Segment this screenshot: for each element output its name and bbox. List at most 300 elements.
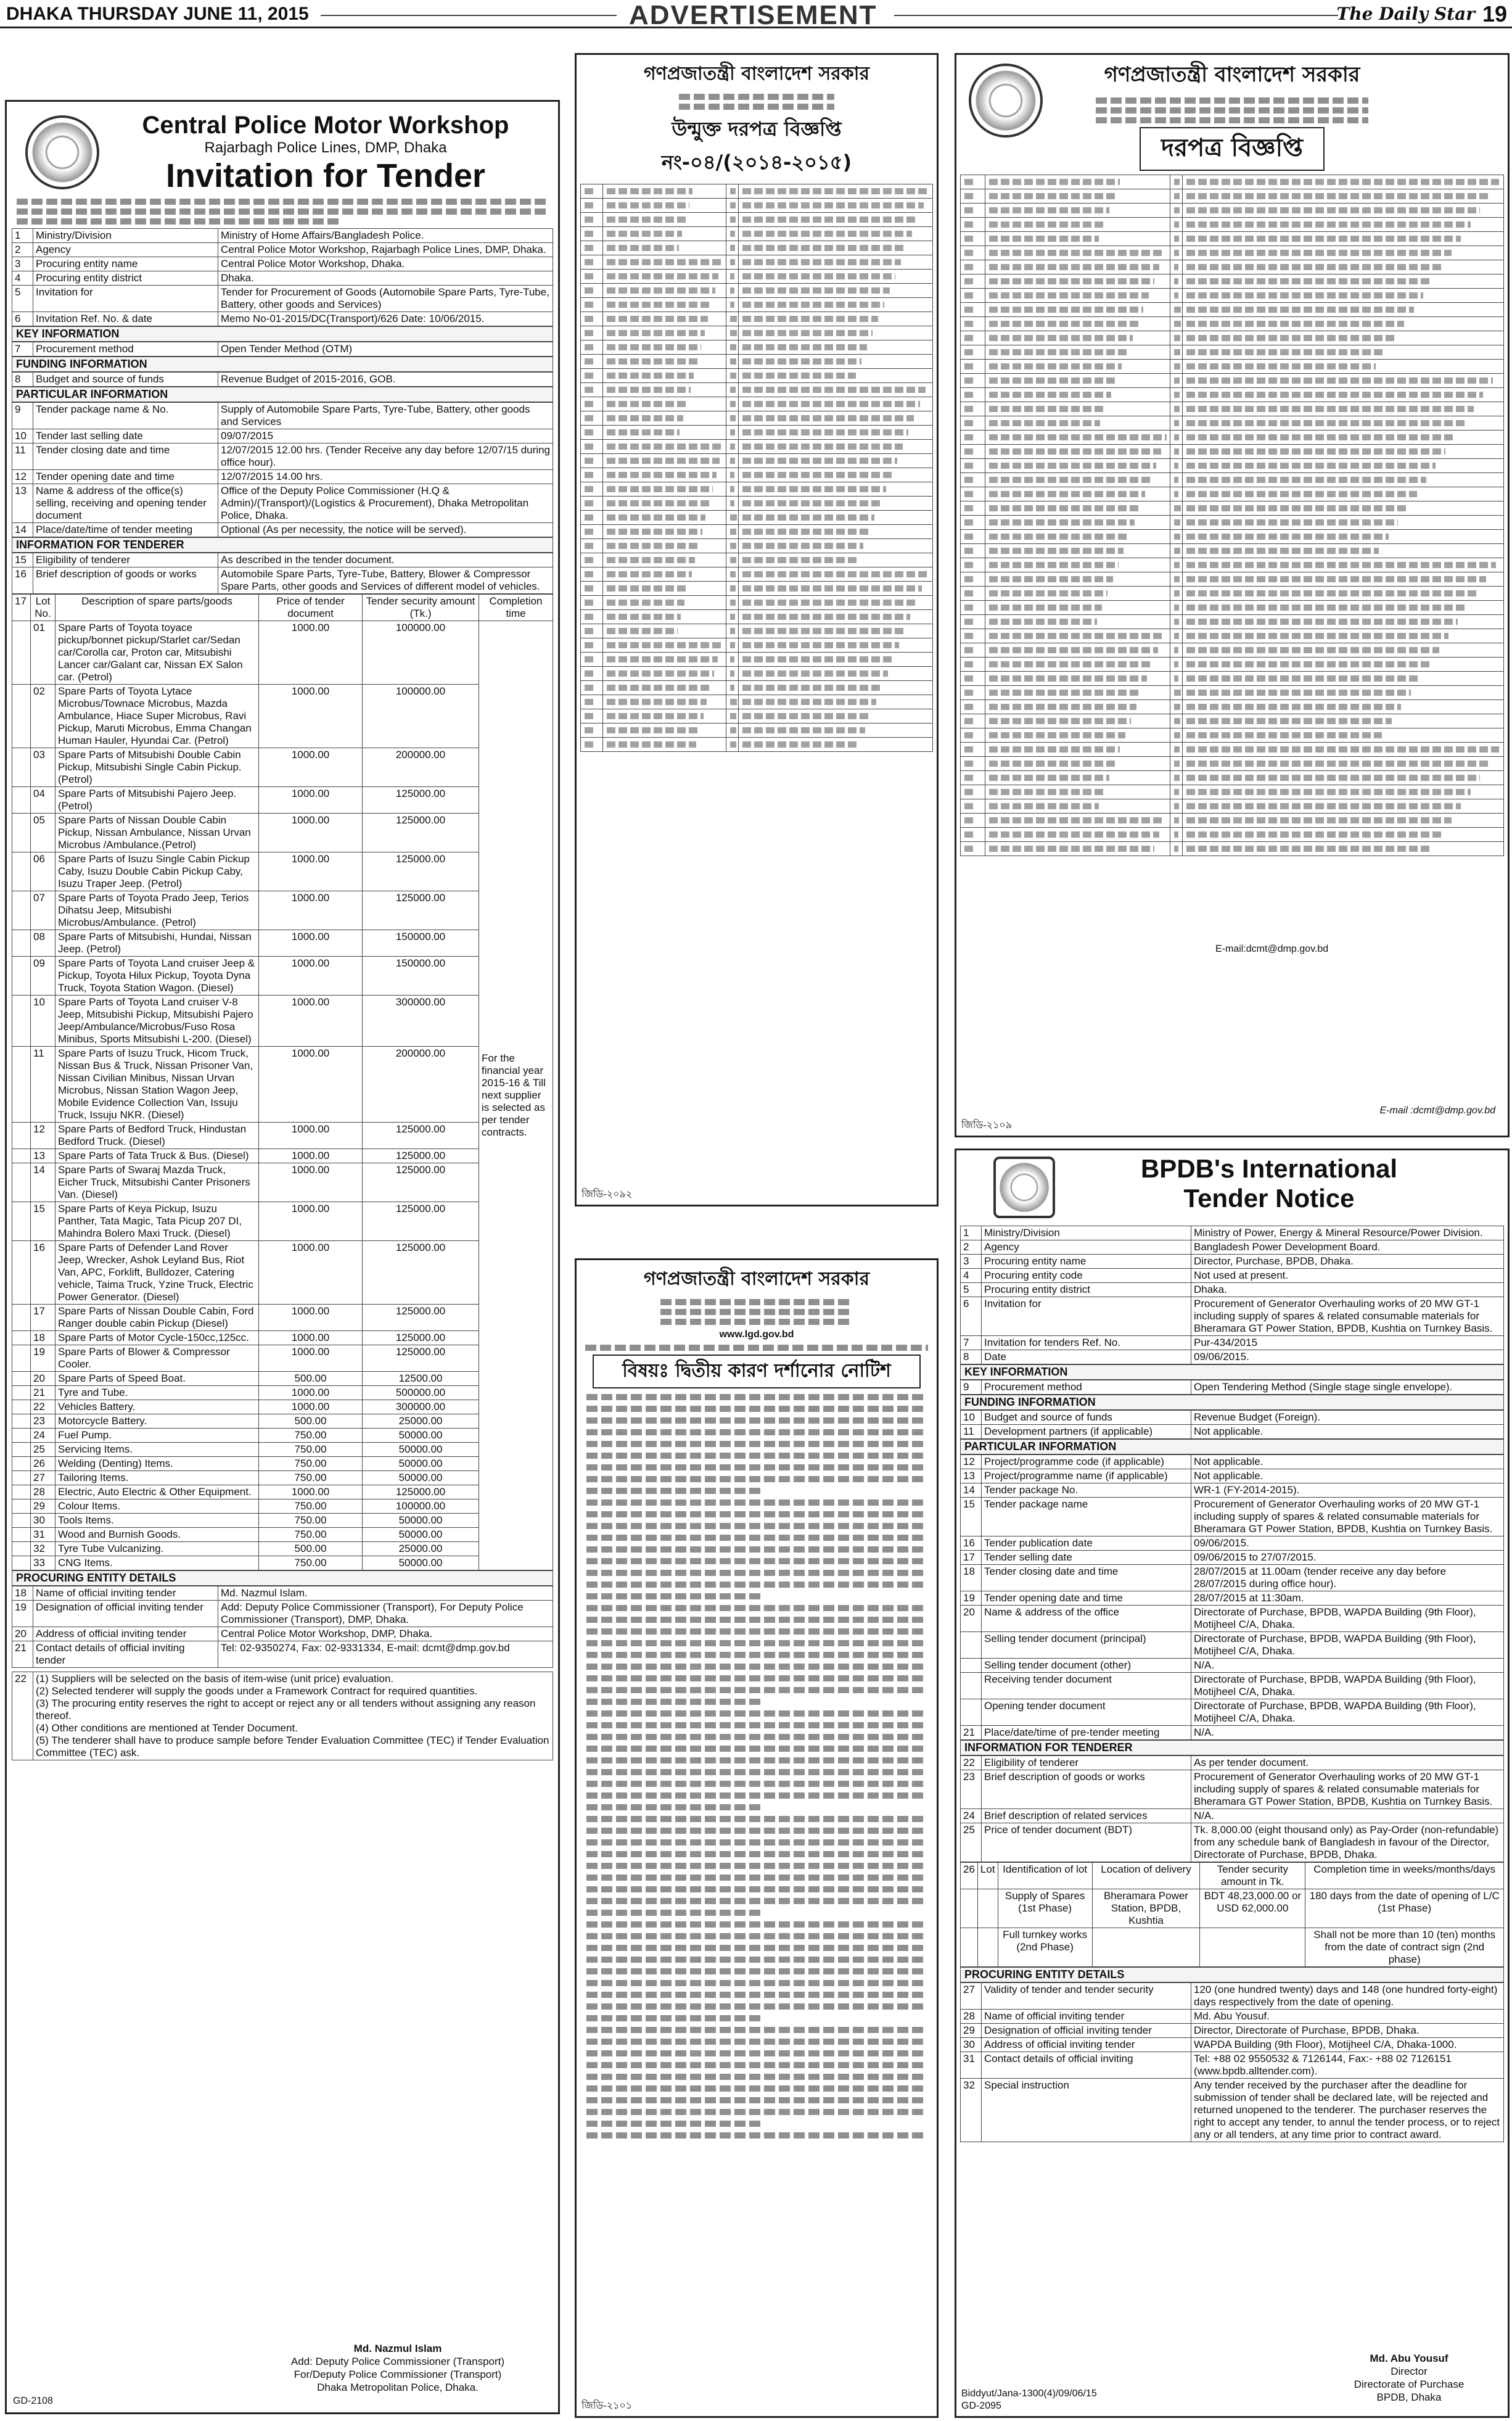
bangla-text-bar — [730, 713, 736, 719]
bangla-text-bar — [742, 373, 856, 379]
lot-cell: Wood and Burnish Goods. — [55, 1528, 259, 1542]
lot-cell: CNG Items. — [55, 1556, 259, 1570]
bangla-text-bar — [1186, 590, 1477, 596]
table-row — [581, 539, 933, 553]
lot-cell: 50000.00 — [363, 1528, 479, 1542]
table-cell: Procurement method — [982, 1380, 1191, 1395]
table-row — [961, 1498, 1504, 1536]
table-row — [581, 213, 933, 227]
header-rule-right — [894, 15, 1338, 16]
table-row — [581, 397, 933, 411]
bangla-text-bar — [964, 236, 976, 242]
lot-cell: 100000.00 — [363, 685, 479, 748]
cpmw-table — [12, 228, 553, 1668]
bangla-text-bar — [1174, 448, 1179, 455]
bpdb-code-1: Biddyut/Jana-1300(4)/09/06/15 — [961, 2388, 1097, 2399]
lot-cell: 100000.00 — [363, 621, 479, 685]
bangla-text-bar — [1186, 179, 1499, 185]
lot-cell: 25000.00 — [363, 1414, 479, 1429]
table-cell — [985, 501, 1170, 516]
table-cell — [581, 284, 603, 298]
table-cell: Tender package No. — [982, 1483, 1191, 1498]
lot-cell: 12 — [31, 1123, 55, 1149]
table-cell — [1170, 771, 1183, 785]
bangla-text-bar — [742, 458, 897, 464]
table-cell — [1183, 260, 1504, 274]
bangla-text-bar — [585, 458, 594, 464]
table-cell: Procuring entity district — [982, 1283, 1191, 1297]
table-row — [581, 227, 933, 241]
bangla-text-bar — [586, 1781, 927, 1787]
bangla-text-bar — [730, 500, 734, 506]
lot-cell: 03 — [31, 748, 55, 787]
table-cell: Procuring entity name — [982, 1255, 1191, 1269]
table-cell — [581, 426, 603, 440]
table-cell — [985, 643, 1170, 658]
bangla-text-bar — [730, 600, 736, 606]
bangla-text-bar — [586, 1394, 927, 1400]
table-row — [961, 658, 1504, 672]
table-cell: Not applicable. — [1191, 1455, 1504, 1469]
bangla-text-bar — [607, 486, 713, 492]
table-cell — [961, 459, 985, 473]
table-cell: 23 — [961, 1770, 982, 1809]
table-cell — [603, 638, 726, 653]
table-cell — [1183, 402, 1504, 416]
table-cell — [726, 355, 739, 369]
lot-cell: Spare Parts of Mitsubishi Double Cabin Pickup, Mitsubishi Single Cabin Pickup.(Petrol) — [55, 748, 259, 787]
section-heading: KEY INFORMATION — [960, 1364, 1504, 1380]
bangla-text-bar — [1186, 221, 1471, 228]
table-cell — [726, 440, 739, 454]
table-cell: 09/06/2015 to 27/07/2015. — [1191, 1551, 1504, 1565]
table-cell — [12, 1556, 31, 1570]
lot-cell: 125000.00 — [363, 1123, 479, 1149]
table-cell — [985, 189, 1170, 204]
table-row — [961, 2079, 1504, 2142]
bangla-text-bar — [742, 699, 876, 705]
table-cell: 16 — [12, 567, 33, 594]
table-cell — [961, 473, 985, 487]
table-cell: 9 — [961, 1380, 982, 1395]
table-cell: Open Tender Method (OTM) — [218, 342, 553, 357]
lot-cell: 25000.00 — [363, 1542, 479, 1556]
bangla-text-bar — [1174, 633, 1179, 639]
table-cell — [12, 1241, 31, 1305]
table-row — [961, 814, 1504, 828]
table-cell — [961, 232, 985, 246]
bpdb-code-2: GD-2095 — [961, 2401, 1001, 2411]
table-cell: Price of tender document (BDT) — [982, 1823, 1191, 1862]
bangla-text-bar — [607, 217, 686, 223]
bangla-text-bar — [1174, 321, 1181, 327]
bangla-text-bar — [989, 349, 1127, 355]
table-cell — [603, 227, 726, 241]
bangla-text-bar — [964, 817, 976, 823]
table-cell — [985, 374, 1170, 388]
table-cell — [726, 312, 739, 326]
police-seal-icon — [969, 64, 1043, 138]
table-cell — [1170, 303, 1183, 317]
bangla-text-bar — [585, 628, 594, 634]
bangla-text-bar — [730, 202, 736, 208]
table-cell — [739, 241, 933, 255]
table-cell — [12, 1499, 31, 1514]
bangla-text-bar — [1174, 831, 1178, 838]
bpdb-title-2: Tender Notice — [1183, 1184, 1355, 1213]
table-cell — [1183, 799, 1504, 814]
table-cell — [726, 539, 739, 553]
table-cell: 6 — [961, 1297, 982, 1336]
table-cell: Tel: +88 02 9550532 & 7126144, Fax:- +88 02 7126151 (www.bpdb.alltender.com). — [1191, 2052, 1504, 2079]
table-cell — [985, 672, 1170, 686]
lot-cell: 1000.00 — [259, 787, 363, 814]
lot-cell: 28 — [31, 1485, 55, 1499]
table-cell — [985, 558, 1170, 572]
lot-row — [12, 1457, 553, 1471]
table-row — [961, 260, 1504, 274]
bangla-text-bar — [1174, 817, 1179, 823]
table-cell — [961, 402, 985, 416]
bangla-text-bar — [585, 302, 594, 308]
table-row — [961, 331, 1504, 345]
table-cell — [603, 298, 726, 312]
bangla-text-bar — [585, 500, 594, 506]
table-cell — [603, 553, 726, 567]
table-cell — [726, 724, 739, 738]
bangla-text-bar — [989, 207, 1109, 213]
bangla-text-bar — [964, 604, 976, 611]
table-cell: Tender closing date and time — [33, 443, 218, 470]
bangla-text-bar — [989, 179, 1120, 185]
bangla-text-bar — [1174, 335, 1180, 341]
lot-cell: 125000.00 — [363, 1149, 479, 1163]
lot-header-cell: Completion time — [479, 595, 553, 621]
bangla-text-bar — [742, 713, 871, 719]
lot-cell: 500.00 — [259, 1414, 363, 1429]
table-row — [961, 629, 1504, 643]
bangla-text-bar — [586, 2121, 763, 2127]
bangla-text-bar — [742, 557, 858, 563]
table-cell: Eligibility of tenderer — [33, 553, 218, 567]
table-row — [961, 672, 1504, 686]
bangla-text-bar — [607, 670, 714, 677]
table-cell: As per tender document. — [1191, 1756, 1504, 1770]
table-cell — [726, 340, 739, 355]
table-cell — [726, 298, 739, 312]
table-cell — [726, 567, 739, 582]
bangla-text-bar — [586, 1687, 927, 1693]
lot-cell: Tyre Tube Vulcanizing. — [55, 1542, 259, 1556]
cpmw-address: Rajarbagh Police Lines, DMP, Dhaka — [204, 139, 447, 156]
table-row — [961, 714, 1504, 728]
bangla-text-bar — [586, 2050, 927, 2056]
bangla-text-bar — [1186, 193, 1490, 199]
table-row — [12, 286, 553, 312]
table-row — [961, 431, 1504, 445]
bangla-text-bar — [742, 387, 926, 393]
table-cell: Revenue Budget of 2015-2016, GOB. — [218, 373, 553, 387]
table-cell — [961, 303, 985, 317]
table-cell — [739, 369, 933, 383]
section-heading: FUNDING INFORMATION — [12, 357, 553, 372]
lot-cell: 125000.00 — [363, 814, 479, 852]
info-table — [960, 1226, 1504, 1364]
table-row — [961, 1809, 1504, 1823]
table-cell — [1170, 828, 1183, 842]
bangla-text-bar — [607, 259, 722, 265]
lot-cell: 750.00 — [259, 1514, 363, 1528]
table-row — [581, 497, 933, 511]
bangla-text-bar — [742, 741, 860, 748]
table-cell — [581, 638, 603, 653]
table-cell — [961, 1632, 982, 1659]
table-cell — [581, 724, 603, 738]
table-cell — [961, 374, 985, 388]
table-cell: Budget and source of funds — [982, 1411, 1191, 1425]
table-cell — [726, 397, 739, 411]
table-cell: Contact details of official inviting — [982, 2052, 1191, 2079]
table-cell: 18 — [12, 1586, 33, 1601]
table-cell — [961, 218, 985, 232]
bangla-text-bar — [1174, 392, 1180, 398]
bangla-text-bar — [585, 245, 594, 251]
bangla-text-bar — [989, 463, 1156, 469]
info-table — [12, 1586, 553, 1668]
bpdb-tender-ad — [955, 1149, 1510, 2418]
bangla-text-bar — [1174, 562, 1180, 568]
lot-cell — [1200, 1928, 1305, 1967]
bangla-text-bar — [586, 1792, 927, 1799]
table-cell: 7 — [12, 342, 33, 357]
table-cell — [12, 1123, 31, 1149]
table-cell — [1183, 303, 1504, 317]
lot-row — [12, 1443, 553, 1457]
bangla-text-bar — [585, 287, 594, 294]
bangla-text-bar — [585, 529, 594, 535]
lot-cell: 1000.00 — [259, 1149, 363, 1163]
bangla-text-bar — [1186, 335, 1395, 341]
table-cell: 21 — [12, 1641, 33, 1668]
bangla-text-bar — [964, 307, 976, 313]
table-row — [961, 303, 1504, 317]
bangla-text-bar — [586, 1921, 927, 1928]
table-cell — [961, 743, 985, 757]
lot-cell: 10 — [31, 996, 55, 1047]
bangla-text-bar — [1186, 377, 1493, 384]
lot-cell: 50000.00 — [363, 1457, 479, 1471]
table-row — [581, 355, 933, 369]
table-cell — [581, 184, 603, 199]
bangla-text-bar — [586, 1652, 927, 1658]
table-cell — [1183, 431, 1504, 445]
bangla-text-bar — [742, 472, 892, 478]
table-row — [581, 681, 933, 695]
table-cell — [12, 1471, 31, 1485]
table-cell — [1170, 743, 1183, 757]
lot-cell: Spare Parts of Isuzu Single Cabin Pickup Caby, Isuzu Double Cabin Pickup Caby, Isuzu Traper Jeep. (Petrol) — [55, 852, 259, 891]
table-row — [581, 312, 933, 326]
table-cell — [1170, 672, 1183, 686]
table-cell — [1183, 714, 1504, 728]
bangla-text-bar — [1186, 278, 1432, 284]
bangla-text-bar — [607, 727, 700, 733]
bangla-text-bar — [989, 434, 1167, 440]
table-cell — [581, 482, 603, 497]
table-cell — [12, 996, 31, 1047]
table-row — [961, 1591, 1504, 1606]
cpmw-signature — [274, 2342, 521, 2394]
table-cell — [739, 738, 933, 752]
lot-cell: Fuel Pump. — [55, 1429, 259, 1443]
bangla-text-bar — [730, 387, 736, 393]
table-cell: Directorate of Purchase, BPDB, WAPDA Building (9th Floor), Motijheel C/A, Dhaka. — [1191, 1606, 1504, 1632]
lot-cell: 33 — [31, 1556, 55, 1570]
note-item: (5) The tenderer shall have to produce sample before Tender Evaluation Committee (TEC) if Tender Evaluation Committee (TEC) ask. — [36, 1734, 549, 1759]
table-cell — [739, 468, 933, 482]
table-cell — [726, 738, 739, 752]
table-cell — [1183, 530, 1504, 544]
bangla-text-bar — [730, 472, 734, 478]
bangla-text-bar — [586, 1499, 927, 1506]
table-row — [12, 342, 553, 357]
bangla-text-bar — [964, 675, 976, 682]
table-row — [12, 403, 553, 429]
lot-cell: Spare Parts of Swaraj Mazda Truck, Eicher Truck, Mitsubishi Canter Prisoners Van. (Diesel) — [55, 1163, 259, 1202]
table-row — [961, 615, 1504, 629]
table-cell — [961, 1673, 982, 1699]
table-row — [961, 700, 1504, 714]
lot-cell: Bheramara Power Station, BPDB, Kushtia — [1092, 1889, 1200, 1928]
info-table — [960, 1410, 1504, 1439]
bangla-text-bar — [1174, 619, 1179, 625]
table-cell — [739, 539, 933, 553]
table-cell — [985, 785, 1170, 799]
bangla-text-bar — [1174, 789, 1179, 795]
lgd-title: গণপ্রজাতন্ত্রী বাংলাদেশ সরকার — [644, 1268, 869, 1290]
table-cell — [581, 695, 603, 709]
bangla-text-bar — [1186, 463, 1436, 469]
bangla-text-bar — [607, 302, 712, 308]
table-row — [12, 553, 553, 567]
date-line: DHAKA THURSDAY JUNE 11, 2015 — [6, 4, 309, 24]
table-row — [581, 553, 933, 567]
table-cell — [12, 957, 31, 996]
table-cell — [1170, 700, 1183, 714]
table-row — [961, 1269, 1504, 1283]
bangla-text-bar — [730, 656, 734, 662]
bangla-text-bar — [964, 746, 976, 753]
table-cell — [961, 629, 985, 643]
bangla-text-bar — [742, 188, 929, 194]
table-cell — [1170, 643, 1183, 658]
bangla-text-bar — [585, 557, 594, 563]
table-cell — [726, 667, 739, 681]
signature-line: Md. Nazmul Islam — [353, 2343, 442, 2354]
table-cell — [985, 459, 1170, 473]
lot-cell: 1000.00 — [259, 891, 363, 930]
table-cell — [1183, 388, 1504, 402]
bangla-text-bar — [1174, 406, 1180, 412]
table-cell — [985, 572, 1170, 587]
table-cell — [1170, 615, 1183, 629]
table-cell — [1170, 544, 1183, 558]
lot-cell: 1000.00 — [259, 930, 363, 957]
bangla-text-bar — [586, 2109, 927, 2115]
table-cell — [961, 431, 985, 445]
bangla-text-bar — [586, 1769, 927, 1775]
table-cell — [985, 175, 1170, 189]
lot-row — [12, 1471, 553, 1485]
bangla-text-bar — [742, 415, 914, 421]
bangla-text-bar — [730, 259, 735, 265]
table-cell — [985, 218, 1170, 232]
table-cell — [581, 298, 603, 312]
bangla-text-bar — [607, 188, 692, 194]
lot-row — [12, 1202, 553, 1241]
bangla-text-bar — [586, 1722, 927, 1728]
table-row — [961, 1240, 1504, 1255]
bangla-text-bar — [742, 231, 912, 237]
bangla-text-bar — [1186, 604, 1468, 611]
bangla-text-bar — [742, 429, 908, 435]
bangla-text-bar — [730, 287, 734, 294]
table-cell: Validity of tender and tender security — [982, 1983, 1191, 2010]
bangla-text-bar — [1186, 321, 1404, 327]
table-cell — [961, 416, 985, 431]
bangla-text-bar — [607, 571, 692, 577]
table-cell — [739, 624, 933, 638]
table-cell — [739, 610, 933, 624]
table-cell — [1170, 530, 1183, 544]
table-cell — [739, 340, 933, 355]
table-cell: 22 — [12, 1672, 33, 1760]
table-cell: 20 — [12, 1627, 33, 1641]
table-cell: 13 — [961, 1469, 982, 1483]
table-cell — [12, 1514, 31, 1528]
lot-row — [12, 1386, 553, 1400]
table-cell: Tel: 02-9350274, Fax: 02-9331334, E-mail: dcmt@dmp.gov.bd — [218, 1641, 553, 1668]
table-cell — [1183, 572, 1504, 587]
table-row — [581, 738, 933, 752]
table-row — [961, 289, 1504, 303]
bangla-text-bar — [1174, 179, 1180, 185]
table-row — [961, 1983, 1504, 2010]
table-cell: 11 — [12, 443, 33, 470]
table-cell: 24 — [961, 1809, 982, 1823]
bangla-text-bar — [1174, 534, 1180, 540]
table-cell — [985, 658, 1170, 672]
table-cell — [1170, 728, 1183, 743]
bangla-text-bar — [730, 358, 736, 365]
lot-cell: 1000.00 — [259, 1163, 363, 1202]
table-cell — [985, 814, 1170, 828]
table-cell — [1183, 274, 1504, 289]
table-cell: Invitation Ref. No. & date — [33, 312, 218, 326]
table-cell — [985, 728, 1170, 743]
table-cell — [1170, 473, 1183, 487]
bangla-text-bar — [585, 585, 594, 592]
bangla-text-bar — [585, 727, 594, 733]
bangla-text-bar — [742, 401, 920, 407]
table-cell: Directorate of Purchase, BPDB, WAPDA Building (9th Floor), Motijheel C/A, Dhaka. — [1191, 1673, 1504, 1699]
bangla-text-bar — [607, 458, 720, 464]
table-cell — [603, 497, 726, 511]
table-cell — [961, 601, 985, 615]
bangla-text-bar — [607, 642, 721, 648]
table-cell — [726, 255, 739, 270]
table-cell — [1183, 487, 1504, 501]
